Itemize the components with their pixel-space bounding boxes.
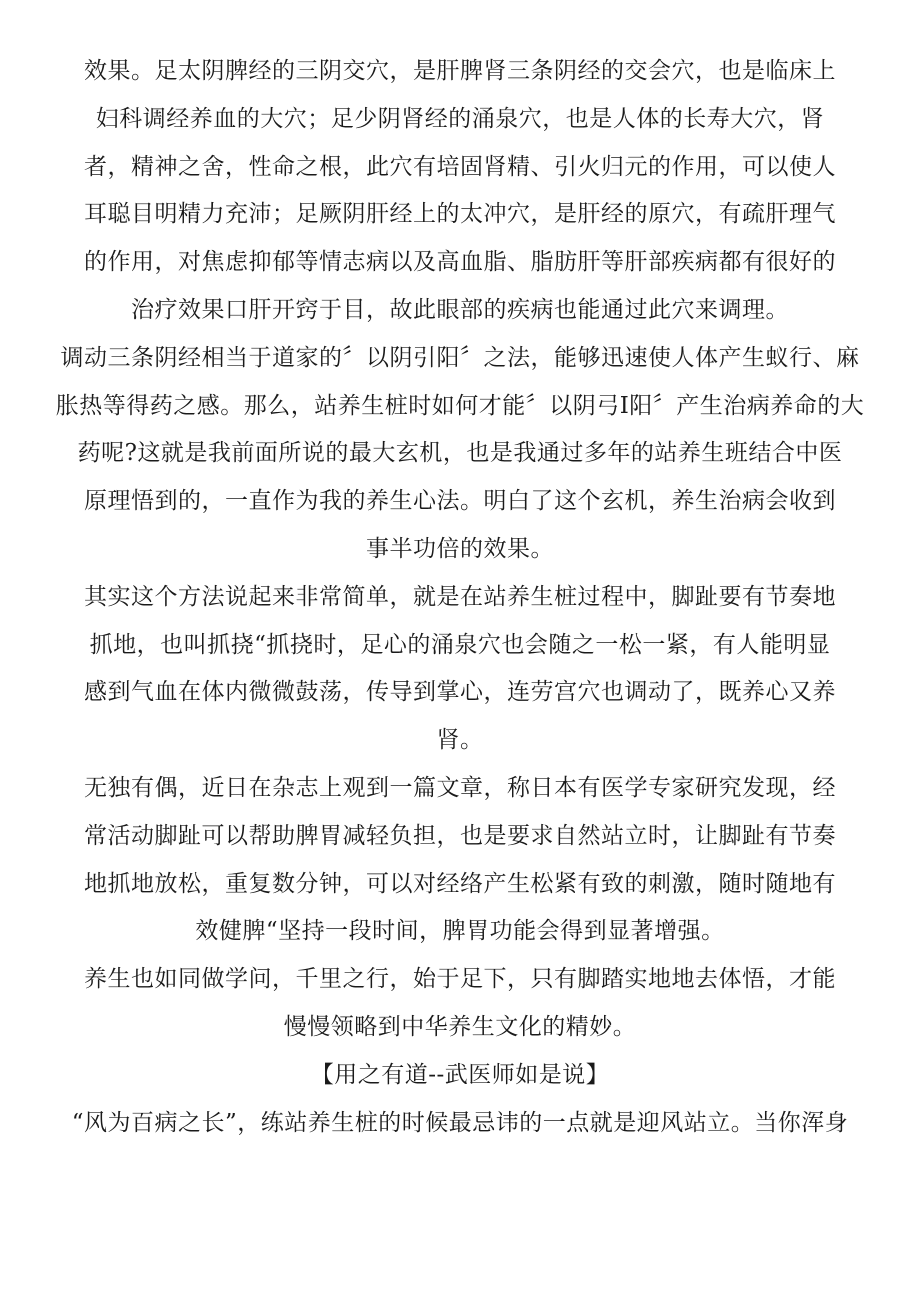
text-line: 常活动脚趾可以帮助脾胃减轻负担，也是要求自然站立时，让脚趾有节奏 xyxy=(84,822,836,849)
document-page xyxy=(0,48,920,1147)
text-line: 妇科调经养血的大穴；足少阴肾经的涌泉穴，也是人体的长寿大穴，肾 xyxy=(95,105,825,132)
text-line: 调动三条阴经相当于道家的〞以阴引阳〞之法，能够迅速使人体产生蚁行、麻 xyxy=(60,344,860,371)
text-line: 治疗效果口肝开窍于目，故此眼部的疾病也能通过此穴来调理。 xyxy=(131,296,789,323)
text-line: 耳聪目明精力充沛；足厥阴肝经上的太冲穴，是肝经的原穴，有疏肝理气 xyxy=(84,201,836,228)
text-line: 无独有偶，近日在杂志上观到一篇文章，称日本有医学专家研究发现，经 xyxy=(84,774,836,801)
text-line: 慢慢领略到中华养生文化的精妙。 xyxy=(283,1013,637,1040)
text-line: 养生也如同做学问，千里之行，始于足下，只有脚踏实地地去体悟，才能 xyxy=(84,966,836,993)
text-line: 者，精神之舍，性命之根，此穴有培固肾精、引火归元的作用，可以使人 xyxy=(84,153,836,180)
text-line: 原理悟到的，一直作为我的养生心法。明白了这个玄机，养生治病会收到 xyxy=(84,488,836,515)
text-line: 的作用，对焦虑抑郁等情志病以及高血脂、脂肪肝等肝部疾病都有很好的 xyxy=(84,249,836,276)
text-line: 地抓地放松，重复数分钟，可以对经络产生松紧有致的刺激，随时随地有 xyxy=(84,870,836,897)
text-line: 效健脾“坚持一段时间，脾胃功能会得到显著增强。 xyxy=(195,918,725,945)
text-line: 感到气血在体内微微鼓荡，传导到掌心，连劳宫穴也调动了，既养心又养 xyxy=(84,679,836,706)
text-line: 药呢?这就是我前面所说的最大玄机，也是我通过多年的站养生班结合中医 xyxy=(77,440,843,467)
text-line: 事半功倍的效果。 xyxy=(366,535,554,562)
section-heading: 【用之有道--武医师如是说】 xyxy=(310,1061,610,1088)
text-line: 抓地，也叫抓挠“抓挠时，足心的涌泉穴也会随之一松一紧，有人能明显 xyxy=(89,631,831,658)
text-line: 其实这个方法说起来非常简单，就是在站养生桩过程中，脚趾要有节奏地 xyxy=(84,583,836,610)
text-line: 肾。 xyxy=(436,727,484,754)
text-line: 效果。足太阴脾经的三阴交穴，是肝脾肾三条阴经的交会穴，也是临床上 xyxy=(84,58,836,84)
text-line: 胀热等得药之感。那么，站养生桩时如何才能〞以阴弓I阳〞产生治病养命的大 xyxy=(55,392,865,419)
text-line: “风为百病之长”，练站养生桩的时候最忌讳的一点就是迎风站立。当你浑身 xyxy=(71,1109,849,1136)
